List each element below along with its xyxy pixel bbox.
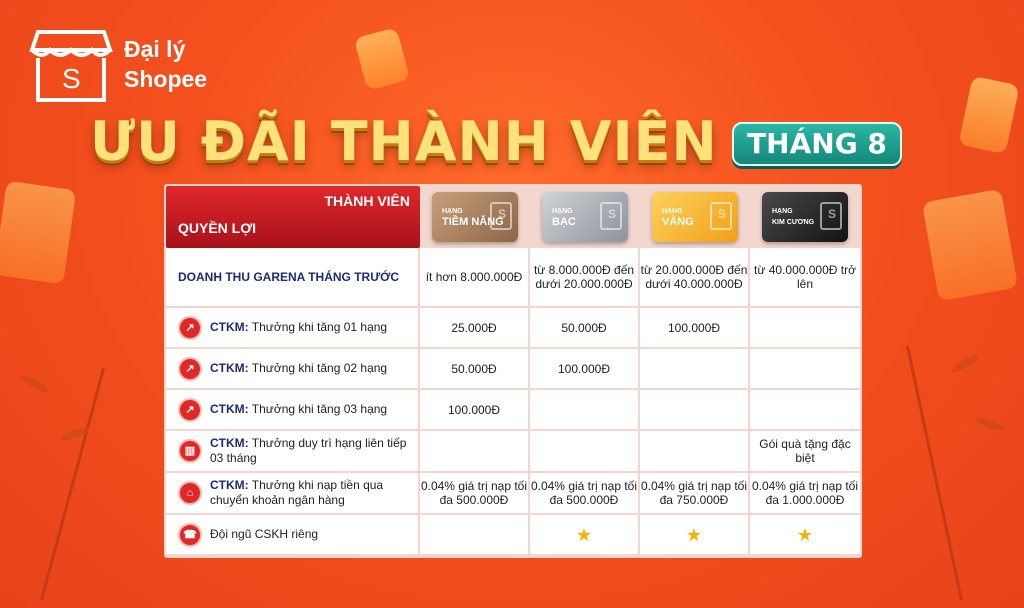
chart-up-icon: ↗	[178, 357, 202, 381]
header-member-label: THÀNH VIÊN	[324, 193, 410, 209]
table-header-row	[166, 186, 860, 248]
lantern-decoration	[354, 27, 410, 91]
table-cell	[750, 390, 860, 431]
lantern-decoration	[958, 76, 1020, 154]
table-cell: từ 20.000.000Đ đến dưới 40.000.000Đ	[640, 248, 750, 308]
row-label-cell	[166, 515, 420, 556]
benefit-text: Thưởng khi tăng 02 hạng	[251, 361, 388, 375]
bamboo-decoration	[40, 368, 105, 601]
star-icon: ★	[796, 524, 814, 545]
table-cell: 0.04% giá trị nạp tối đa 500.000Đ	[420, 473, 530, 515]
table-row	[166, 248, 860, 308]
row-label-cell	[166, 248, 420, 308]
table-cell	[420, 515, 530, 556]
tier-name: TIỀM NĂNG	[442, 216, 504, 228]
header-benefit-label: QUYỀN LỢI	[178, 220, 257, 236]
table-row	[166, 308, 860, 349]
tier-small-label: HẠNG	[442, 208, 463, 215]
chart-up-icon: ↗	[178, 316, 202, 340]
lantern-decoration	[0, 181, 76, 285]
benefit-text: Đội ngũ CSKH riêng	[210, 527, 319, 541]
table-cell	[640, 390, 750, 431]
shopping-bag-icon	[820, 202, 842, 230]
benefit-label	[210, 478, 418, 508]
tier-card-silver	[542, 192, 628, 242]
row-label-cell	[166, 308, 420, 349]
table-cell	[750, 515, 860, 556]
table-row	[166, 473, 860, 515]
tier-name: BẠC	[552, 216, 576, 228]
table-row	[166, 390, 860, 431]
benefit-text: Thưởng khi tăng 01 hạng	[251, 320, 388, 334]
benefit-prefix: CTKM:	[210, 402, 249, 416]
table-cell	[640, 515, 750, 556]
table-cell	[530, 431, 640, 473]
star-icon: ★	[685, 524, 703, 545]
svg-text:S: S	[62, 63, 81, 94]
tier-header-cell	[530, 186, 640, 248]
benefit-label	[210, 527, 318, 542]
bar-chart-icon: ▥	[178, 439, 202, 463]
table-cell: 50.000Đ	[530, 308, 640, 349]
benefit-text: Thưởng duy trì hạng liên tiếp 03 tháng	[210, 436, 407, 465]
leaf-decoration	[20, 373, 50, 395]
table-row	[166, 349, 860, 390]
tier-card-diamond	[762, 192, 848, 242]
row-label-cell	[166, 431, 420, 473]
table-cell: 50.000Đ	[420, 349, 530, 390]
table-cell: 100.000Đ	[420, 390, 530, 431]
page-title: ƯU ĐÃI THÀNH VIÊN	[90, 110, 718, 173]
table-row	[166, 515, 860, 556]
bamboo-decoration	[906, 345, 963, 600]
benefit-prefix: CTKM:	[210, 478, 249, 492]
table-cell: 0.04% giá trị nạp tối đa 750.000Đ	[640, 473, 750, 515]
leaf-decoration	[950, 353, 980, 375]
shopping-bag-icon	[490, 202, 512, 230]
row-label-cell	[166, 349, 420, 390]
tier-name: VÀNG	[662, 216, 694, 228]
bank-icon: ⌂	[178, 481, 202, 505]
lantern-decoration	[922, 189, 1018, 301]
tier-small-label: HẠNG	[662, 208, 683, 215]
table-cell	[640, 349, 750, 390]
row-label-cell	[166, 390, 420, 431]
table-cell: 0.04% giá trị nạp tối đa 500.000Đ	[530, 473, 640, 515]
benefit-label	[210, 361, 387, 376]
benefit-text: Thưởng khi nạp tiền qua chuyển khoản ngân hàng	[210, 478, 384, 507]
table-cell: ít hơn 8.000.000Đ	[420, 248, 530, 308]
brand-line-1: Đại lý	[124, 36, 186, 62]
benefit-label	[210, 436, 418, 466]
table-cell	[640, 431, 750, 473]
table-cell	[530, 515, 640, 556]
table-cell	[530, 390, 640, 431]
tier-small-label: HẠNG	[552, 208, 573, 215]
tier-header-cell	[420, 186, 530, 248]
shop-icon	[28, 24, 114, 104]
shopping-bag-icon	[600, 202, 622, 230]
header-corner-cell	[166, 186, 420, 248]
tier-small-label: HẠNG	[772, 208, 793, 215]
headset-icon: ☎	[178, 523, 202, 547]
table-cell: 0.04% giá trị nạp tối đa 1.000.000Đ	[750, 473, 860, 515]
month-badge: THÁNG 8	[732, 122, 902, 166]
benefit-prefix: CTKM:	[210, 436, 249, 450]
table-cell: 100.000Đ	[640, 308, 750, 349]
table-cell: 100.000Đ	[530, 349, 640, 390]
tier-card-gold	[652, 192, 738, 242]
benefit-text: Thưởng khi tăng 03 hạng	[251, 402, 388, 416]
benefit-label	[210, 320, 387, 335]
tier-card-potential	[432, 192, 518, 242]
table-cell	[750, 308, 860, 349]
table-cell: 25.000Đ	[420, 308, 530, 349]
table-cell: từ 8.000.000Đ đến dưới 20.000.000Đ	[530, 248, 640, 308]
leaf-decoration	[975, 415, 1006, 433]
table-cell	[420, 431, 530, 473]
benefits-table	[166, 186, 860, 556]
table-cell: Gói quà tặng đặc biệt	[750, 431, 860, 473]
chart-up-icon: ↗	[178, 398, 202, 422]
table-row	[166, 431, 860, 473]
benefit-prefix: CTKM:	[210, 361, 249, 375]
star-icon: ★	[575, 524, 593, 545]
tier-header-cell	[750, 186, 860, 248]
tier-header-cell	[640, 186, 750, 248]
tier-name: KIM CƯƠNG	[772, 219, 815, 226]
table-cell	[750, 349, 860, 390]
brand-line-2: Shopee	[124, 66, 208, 92]
shopee-agent-logo	[28, 24, 207, 104]
row-label-cell	[166, 473, 420, 515]
shopping-bag-icon	[710, 202, 732, 230]
benefit-label	[210, 402, 387, 417]
table-cell: từ 40.000.000Đ trở lên	[750, 248, 860, 308]
revenue-label: DOANH THU GARENA THÁNG TRƯỚC	[178, 270, 400, 284]
benefit-prefix: CTKM:	[210, 320, 249, 334]
